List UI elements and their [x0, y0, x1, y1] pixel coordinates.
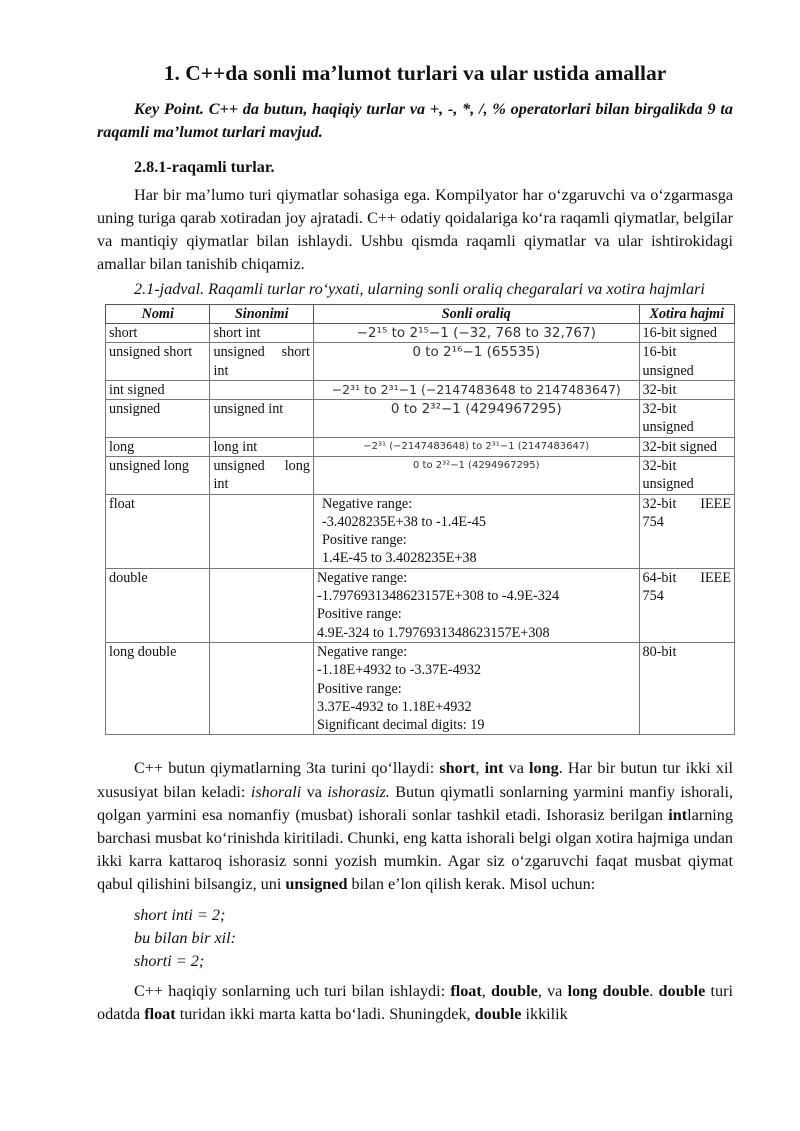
intro-paragraph: Har bir ma’lumo turi qiymatlar sohasiga ega. Kompilyator har o‘zgaruvchi va o‘zgarmasga uning turiga qarab xotiradan joy ajratadi. C++ odatiy qoidalariga ko‘ra raqamli qiymatlar, belgilar va mantiqiy qiymatlar bilan ishlaydi. Ushbu qismda raqamli qiymatlar va ular ishtirokidagi amallar bilan tanishib chiqamiz. — [97, 185, 733, 274]
code-line: short inti = 2; — [134, 905, 226, 924]
cell-synonym: unsigned short int — [210, 343, 313, 381]
cell-synonym — [210, 494, 313, 568]
cell-synonym: long int — [210, 437, 313, 456]
code-example — [97, 904, 733, 974]
cell-synonym — [210, 568, 313, 642]
text-run: Butun qiymatli sonlarning yarmini manfiy ishorali, qolgan yarmini esa nomanfiy (musbat) ishorali sonlar tashkil etadi. Ishorasiz berilgan — [97, 782, 734, 824]
cell-range: −2³¹ (−2147483648) to 2³¹−1 (2147483647) — [313, 437, 639, 456]
cell-size: 32-bit signed — [639, 437, 734, 456]
cell-range — [313, 642, 639, 734]
text-run: C++ butun qiymatlarning 3ta turini qo‘llaydi: — [134, 759, 440, 778]
keyword-unsigned: unsigned — [285, 875, 348, 894]
keyword-double: double — [474, 1005, 522, 1024]
range-line: 1.4E-45 to 3.4028235E+38 — [321, 550, 477, 567]
table-caption: 2.1-jadval. Raqamli turlar ro‘yxati, ularning sonli oraliq chegaralari va xotira hajmlari — [134, 280, 705, 299]
cell-size: 32-bit unsigned — [639, 400, 734, 438]
header-range: Sonli oraliq — [313, 304, 639, 323]
real-types-paragraph — [97, 980, 733, 1026]
table-row — [106, 494, 735, 568]
numeric-types-table — [105, 304, 735, 736]
cell-range — [313, 568, 639, 642]
text-run: . Har bir butun tur ikki xil xususiyat bilan keladi: — [97, 759, 734, 801]
cell-name: long — [106, 437, 210, 456]
range-line: 4.9E-324 to 1.7976931348623157E+308 — [316, 624, 550, 641]
text-run: ikkilik — [521, 1005, 568, 1024]
cell-name: short — [106, 323, 210, 342]
cell-name: float — [106, 494, 210, 568]
term-ishorali: ishorali — [250, 782, 302, 801]
text-run: va — [301, 782, 328, 801]
table-row — [106, 437, 735, 456]
table-row — [106, 323, 735, 342]
key-point: Key Point. C++ da butun, haqiqiy turlar va +, -, *, /, % operatorlari bilan birgalikda 9 ta raqamli ma’lumot turlari mavjud. — [97, 100, 733, 142]
keyword-long-double: long double — [567, 982, 650, 1001]
keyword-int: int — [668, 805, 688, 824]
page-title: 1. C++da sonli ma’lumot turlari va ular ustida amallar — [163, 61, 667, 85]
keyword-float: float — [450, 982, 482, 1001]
table-header-row — [106, 304, 735, 323]
table-row — [106, 343, 735, 381]
header-size: Xotira hajmi — [639, 304, 734, 323]
cell-size: 32-bit — [639, 380, 734, 399]
text-run: bilan e’lon qilish kerak. Misol uchun: — [347, 875, 596, 894]
keyword-double: double — [658, 982, 706, 1001]
keyword-int: int — [484, 759, 504, 778]
text-run: va — [503, 759, 530, 778]
cell-range — [313, 494, 639, 568]
cell-range: −2³¹ to 2³¹−1 (−2147483648 to 2147483647) — [313, 380, 639, 399]
keyword-double: double — [491, 982, 538, 1001]
term-ishorasiz: ishorasiz. — [327, 782, 390, 801]
range-line: Negative range: — [316, 643, 408, 660]
range-line: -1.18E+4932 to -3.37E-4932 — [316, 662, 482, 679]
cell-name: double — [106, 568, 210, 642]
keyword-long: long — [529, 759, 559, 778]
range-line: Positive range: — [316, 606, 402, 623]
cell-size: 32-bit unsigned — [639, 457, 734, 495]
text-run: larning barchasi musbat ko‘rinishda kiritiladi. Chunki, eng katta ishorali belgi olgan xotira hajmiga undan ikki karra kattaroq ishorasiz sonni yozish mumkin. Agar siz o‘zgaruvchi faqat musbat qiymat qabul qilishini bilsangiz, uni — [97, 805, 733, 894]
cell-synonym: unsigned long int — [210, 457, 313, 495]
integer-types-paragraph — [97, 757, 733, 896]
table-row — [106, 400, 735, 438]
code-line: shorti = 2; — [134, 952, 205, 971]
cell-synonym — [210, 642, 313, 734]
range-line: Positive range: — [321, 532, 407, 549]
cell-name: long double — [106, 642, 210, 734]
cell-range: 0 to 2³²−1 (4294967295) — [313, 400, 639, 438]
header-synonym: Sinonimi — [210, 304, 313, 323]
range-line: Positive range: — [316, 680, 402, 697]
cell-size: 32-bit IEEE 754 — [639, 494, 734, 568]
cell-size: 64-bit IEEE 754 — [639, 568, 734, 642]
text-run: , — [475, 759, 485, 778]
range-line: Negative range: — [316, 569, 408, 586]
table-row — [106, 642, 735, 734]
cell-range: 0 to 2¹⁶−1 (65535) — [313, 343, 639, 381]
cell-range: 0 to 2³²−1 (4294967295) — [313, 457, 639, 495]
document-page — [97, 58, 733, 1027]
text-run: , — [481, 982, 492, 1001]
table-row — [106, 457, 735, 495]
cell-synonym — [210, 380, 313, 399]
cell-size: 16-bit signed — [639, 323, 734, 342]
range-line: 3.37E-4932 to 1.18E+4932 — [316, 698, 472, 715]
keyword-float: float — [144, 1005, 176, 1024]
range-line: -3.4028235E+38 to -1.4E-45 — [321, 513, 487, 530]
code-line: bu bilan bir xil: — [134, 928, 237, 947]
text-run: C++ haqiqiy sonlarning uch turi bilan ishlaydi: — [134, 982, 451, 1001]
cell-name: unsigned — [106, 400, 210, 438]
keyword-short: short — [439, 759, 476, 778]
cell-name: unsigned long — [106, 457, 210, 495]
text-run: turi odatda — [97, 982, 733, 1024]
header-name: Nomi — [106, 304, 210, 323]
cell-name: unsigned short — [106, 343, 210, 381]
table-row — [106, 380, 735, 399]
cell-name: int signed — [106, 380, 210, 399]
cell-size: 16-bit unsigned — [639, 343, 734, 381]
range-line: -1.7976931348623157E+308 to -4.9E-324 — [316, 588, 560, 605]
text-run: turidan ikki marta katta bo‘ladi. Shuningdek, — [175, 1005, 475, 1024]
section-heading: 2.8.1-raqamli turlar. — [134, 158, 275, 177]
range-line: Negative range: — [321, 495, 413, 512]
text-run: , va — [537, 982, 568, 1001]
cell-synonym: unsigned int — [210, 400, 313, 438]
cell-synonym: short int — [210, 323, 313, 342]
cell-range: −2¹⁵ to 2¹⁵−1 (−32, 768 to 32,767) — [313, 323, 639, 342]
text-run: . — [649, 982, 659, 1001]
table-row — [106, 568, 735, 642]
range-line: Significant decimal digits: 19 — [316, 717, 485, 734]
cell-size: 80-bit — [639, 642, 734, 734]
